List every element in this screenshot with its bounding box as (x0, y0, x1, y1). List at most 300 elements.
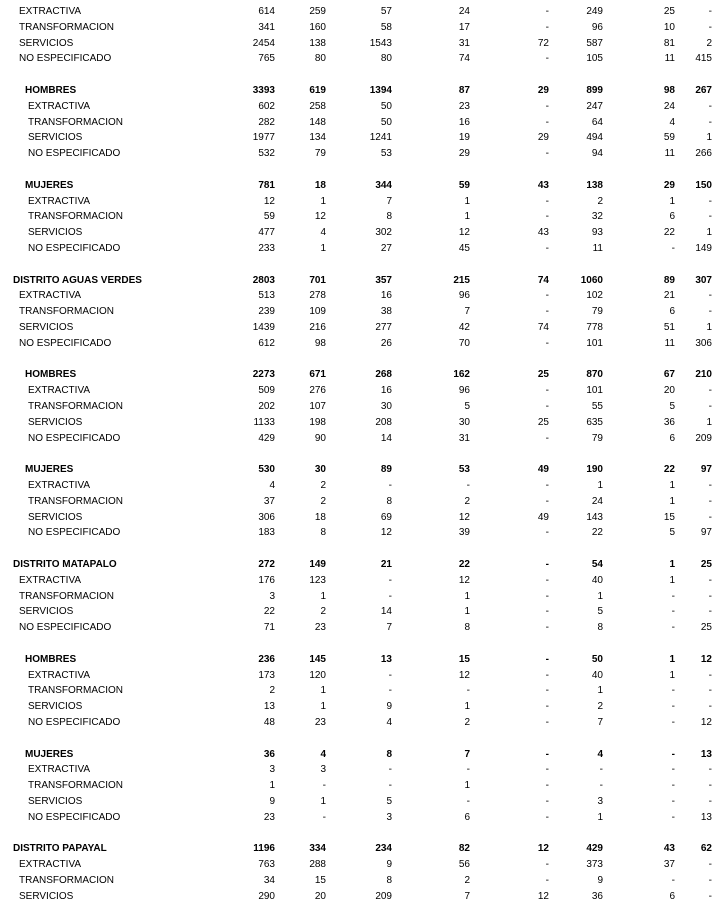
cell-col-1: 1439 (252, 322, 275, 333)
cell-col-6: 55 (591, 401, 603, 412)
table-row (0, 226, 715, 240)
cell-col-2: 134 (309, 132, 326, 144)
cell-col-5: - (545, 622, 549, 634)
cell-col-7: - (671, 748, 675, 760)
cell-col-1: 183 (258, 527, 275, 539)
cell-col-4: 12 (458, 511, 470, 523)
row-label: SERVICIOS (19, 606, 74, 618)
cell-col-4: 74 (458, 53, 470, 65)
cell-col-4: 53 (458, 464, 470, 476)
row-label: EXTRACTIVA (19, 859, 82, 871)
cell-col-1: 37 (263, 495, 275, 507)
cell-col-2: 160 (309, 21, 326, 33)
cell-col-4: 1 (464, 211, 470, 223)
row-label: SERVICIOS (28, 132, 83, 144)
cell-col-7: 25 (663, 6, 675, 17)
cell-col-4: 39 (458, 527, 470, 539)
cell-col-8: - (708, 574, 712, 586)
table-row (0, 700, 715, 714)
table-row (0, 100, 715, 114)
cell-col-8: 13 (700, 811, 712, 823)
row-label: EXTRACTIVA (28, 480, 91, 491)
cell-col-7: 11 (664, 53, 675, 65)
cell-col-3: 53 (380, 148, 392, 160)
cell-col-3: 268 (375, 369, 392, 381)
row-label: TRANSFORMACION (28, 116, 123, 128)
row-label: NO ESPECIFICADO (28, 527, 121, 539)
cell-col-2: 1 (320, 796, 326, 807)
cell-col-4: - (466, 685, 470, 697)
cell-col-7: 21 (663, 290, 675, 302)
cell-col-3: 344 (375, 179, 392, 191)
cell-col-2: 15 (314, 875, 326, 886)
cell-col-8: - (708, 306, 712, 318)
cell-col-5: - (545, 701, 549, 713)
cell-col-3: 16 (380, 385, 392, 397)
row-label: NO ESPECIFICADO (19, 622, 112, 634)
cell-col-1: 306 (258, 511, 275, 523)
row-label: TRANSFORMACION (28, 401, 123, 412)
cell-col-5: 74 (537, 274, 549, 286)
cell-col-2: 2 (320, 495, 326, 507)
cell-col-8: - (708, 480, 712, 491)
cell-col-1: 202 (258, 401, 275, 412)
row-label: NO ESPECIFICADO (28, 717, 121, 728)
table-row (0, 305, 715, 319)
cell-col-5: 74 (537, 322, 549, 333)
cell-col-5: 12 (537, 890, 549, 902)
cell-col-1: 341 (258, 21, 275, 33)
cell-col-7: 6 (669, 211, 675, 223)
cell-col-3: 21 (380, 559, 392, 570)
cell-col-8: 1 (706, 227, 712, 239)
cell-col-6: 24 (591, 495, 603, 507)
cell-col-6: 8 (597, 622, 603, 634)
table-row (0, 432, 715, 446)
cell-col-8: - (708, 780, 712, 792)
row-label: EXTRACTIVA (28, 100, 91, 112)
cell-col-4: 19 (458, 132, 470, 144)
cell-col-3: 7 (386, 622, 392, 634)
cell-col-1: 3 (269, 764, 275, 776)
cell-col-6: 494 (586, 132, 603, 144)
cell-col-5: - (545, 211, 549, 223)
table-row (0, 858, 715, 872)
cell-col-8: 209 (695, 432, 712, 444)
table-row (0, 147, 715, 161)
table-row (0, 368, 715, 382)
cell-col-4: 15 (458, 653, 470, 665)
cell-col-5: - (545, 590, 549, 602)
row-label: DISTRITO PAPAYAL (13, 843, 107, 855)
cell-col-8: - (708, 495, 712, 507)
cell-col-2: 671 (309, 369, 326, 381)
cell-col-1: 781 (258, 179, 275, 191)
row-label: EXTRACTIVA (28, 385, 91, 397)
cell-col-8: - (708, 100, 712, 112)
cell-col-6: 3 (597, 796, 603, 807)
cell-col-6: 4 (597, 748, 603, 760)
cell-col-6: 2 (597, 701, 603, 713)
row-label: EXTRACTIVA (28, 764, 91, 776)
cell-col-2: 3 (320, 764, 326, 776)
cell-col-6: 22 (591, 527, 603, 539)
cell-col-8: 266 (695, 148, 712, 160)
cell-col-8: - (708, 685, 712, 697)
cell-col-5: - (545, 606, 549, 618)
table-row (0, 605, 715, 619)
cell-col-4: 162 (453, 369, 470, 381)
cell-col-6: 1060 (580, 274, 603, 286)
cell-col-1: 12 (263, 195, 275, 207)
row-label: SERVICIOS (28, 511, 83, 523)
cell-col-7: 1 (669, 559, 675, 570)
cell-col-8: 12 (700, 717, 712, 728)
cell-col-1: 477 (258, 227, 275, 239)
cell-col-5: - (545, 875, 549, 886)
cell-col-5: - (545, 53, 549, 65)
cell-col-1: 1133 (253, 416, 275, 428)
cell-col-4: 59 (458, 179, 470, 191)
cell-col-1: 509 (258, 385, 275, 397)
table-row (0, 795, 715, 809)
cell-col-4: - (466, 796, 470, 807)
cell-col-5: 25 (537, 369, 549, 381)
cell-col-6: 101 (586, 337, 603, 349)
cell-col-2: 107 (309, 401, 326, 412)
cell-col-2: 80 (314, 53, 326, 65)
table-row (0, 195, 715, 209)
row-label: SERVICIOS (28, 701, 83, 713)
table-row (0, 463, 715, 477)
cell-col-1: 173 (258, 669, 275, 681)
cell-col-8: - (708, 606, 712, 618)
table-row (0, 669, 715, 683)
cell-col-7: 20 (663, 385, 675, 397)
cell-col-4: 24 (458, 6, 470, 17)
cell-col-7: 15 (663, 511, 675, 523)
cell-col-3: 69 (380, 511, 392, 523)
cell-col-8: 97 (700, 464, 712, 476)
cell-col-4: 1 (464, 701, 470, 713)
cell-col-3: 50 (380, 100, 392, 112)
cell-col-3: 208 (375, 416, 392, 428)
cell-col-2: 8 (320, 527, 326, 539)
cell-col-1: 272 (258, 559, 275, 570)
cell-col-2: 148 (309, 116, 326, 128)
cell-col-2: 4 (320, 748, 326, 760)
cell-col-1: 176 (258, 574, 275, 586)
cell-col-6: 143 (586, 511, 603, 523)
cell-col-7: - (671, 606, 675, 618)
cell-col-4: 70 (458, 337, 470, 349)
cell-col-4: 31 (458, 37, 470, 49)
cell-col-8: - (708, 195, 712, 207)
cell-col-7: - (671, 811, 675, 823)
cell-col-3: 26 (380, 337, 392, 349)
cell-col-6: 40 (591, 574, 603, 586)
cell-col-6: 635 (586, 416, 603, 428)
cell-col-3: 89 (380, 464, 392, 476)
cell-col-7: 1 (669, 195, 675, 207)
cell-col-7: - (671, 701, 675, 713)
cell-col-7: 1 (669, 495, 675, 507)
cell-col-4: 30 (458, 416, 470, 428)
cell-col-8: - (708, 796, 712, 807)
cell-col-5: - (545, 764, 549, 776)
cell-col-3: 1241 (369, 132, 392, 144)
row-label: TRANSFORMACION (19, 590, 114, 602)
cell-col-6: 1 (597, 685, 603, 697)
cell-col-2: - (322, 780, 326, 792)
cell-col-8: 267 (695, 85, 712, 96)
cell-col-3: 80 (380, 53, 392, 65)
cell-col-1: 1196 (253, 843, 275, 855)
cell-col-4: 45 (458, 243, 470, 254)
row-label: TRANSFORMACION (19, 875, 114, 886)
cell-col-3: 209 (375, 890, 392, 902)
cell-col-6: 5 (597, 606, 603, 618)
row-label: NO ESPECIFICADO (28, 811, 121, 823)
cell-col-6: 50 (591, 653, 603, 665)
cell-col-2: 2 (320, 480, 326, 491)
cell-col-7: - (671, 243, 675, 254)
row-label: NO ESPECIFICADO (19, 53, 112, 65)
cell-col-3: 9 (386, 859, 392, 871)
cell-col-4: 96 (458, 290, 470, 302)
cell-col-6: 1 (597, 811, 603, 823)
cell-col-4: 12 (458, 227, 470, 239)
cell-col-1: 1 (269, 780, 275, 792)
table-row (0, 210, 715, 224)
table-row (0, 763, 715, 777)
cell-col-5: - (545, 669, 549, 681)
cell-col-6: 870 (586, 369, 603, 381)
table-row (0, 274, 715, 288)
cell-col-2: 145 (309, 653, 326, 665)
cell-col-5: - (545, 811, 549, 823)
cell-col-7: 6 (669, 432, 675, 444)
cell-col-4: 2 (464, 495, 470, 507)
row-label: SERVICIOS (19, 322, 74, 333)
cell-col-2: 30 (314, 464, 326, 476)
cell-col-2: 278 (309, 290, 326, 302)
cell-col-8: - (708, 211, 712, 223)
cell-col-6: 587 (586, 37, 603, 49)
cell-col-7: - (671, 590, 675, 602)
cell-col-5: - (545, 717, 549, 728)
cell-col-4: 87 (458, 85, 470, 96)
row-label: TRANSFORMACION (19, 21, 114, 33)
cell-col-2: 4 (320, 227, 326, 239)
cell-col-4: 56 (458, 859, 470, 871)
cell-col-5: 25 (537, 416, 549, 428)
cell-col-3: - (388, 764, 392, 776)
cell-col-5: - (545, 21, 549, 33)
cell-col-2: 23 (314, 717, 326, 728)
cell-col-6: 7 (597, 717, 603, 728)
cell-col-3: 234 (375, 843, 392, 855)
cell-col-8: - (708, 875, 712, 886)
cell-col-7: 11 (664, 337, 675, 349)
row-label: DISTRITO AGUAS VERDES (13, 274, 142, 286)
cell-col-2: 98 (314, 337, 326, 349)
cell-col-3: 14 (380, 606, 392, 618)
row-label: EXTRACTIVA (28, 669, 91, 681)
cell-col-6: 64 (591, 116, 603, 128)
cell-col-3: 8 (386, 211, 392, 223)
cell-col-3: 3 (386, 811, 392, 823)
cell-col-1: 2803 (252, 274, 275, 286)
row-label: SERVICIOS (19, 890, 74, 902)
cell-col-2: 138 (309, 37, 326, 49)
cell-col-3: 30 (380, 401, 392, 412)
cell-col-7: - (671, 685, 675, 697)
cell-col-3: - (388, 669, 392, 681)
row-label: TRANSFORMACION (19, 306, 114, 318)
table-row (0, 526, 715, 540)
cell-col-6: 32 (591, 211, 603, 223)
cell-col-3: - (388, 685, 392, 697)
cell-col-1: 236 (258, 653, 275, 665)
cell-col-8: 210 (695, 369, 712, 381)
cell-col-4: 215 (453, 274, 470, 286)
cell-col-4: 1 (464, 780, 470, 792)
cell-col-2: 619 (309, 85, 326, 96)
row-label: MUJERES (25, 464, 74, 476)
cell-col-2: 701 (309, 274, 326, 286)
cell-col-1: 763 (258, 859, 275, 871)
cell-col-5: - (545, 195, 549, 207)
cell-col-3: 8 (386, 748, 392, 760)
table-row (0, 890, 715, 904)
cell-col-2: 20 (314, 890, 326, 902)
cell-col-2: 276 (309, 385, 326, 397)
cell-col-4: 2 (464, 875, 470, 886)
cell-col-2: 259 (309, 6, 326, 17)
cell-col-8: 150 (695, 179, 712, 191)
cell-col-1: 3 (269, 590, 275, 602)
row-label: SERVICIOS (28, 416, 83, 428)
table-row (0, 495, 715, 509)
cell-col-8: 97 (700, 527, 712, 539)
cell-col-2: 216 (309, 322, 326, 333)
cell-col-3: 58 (380, 21, 392, 33)
cell-col-4: 82 (458, 843, 470, 855)
cell-col-8: - (708, 669, 712, 681)
cell-col-7: - (671, 780, 675, 792)
table-row (0, 811, 715, 825)
cell-col-4: 17 (458, 21, 470, 33)
cell-col-8: - (708, 6, 712, 17)
cell-col-5: - (545, 290, 549, 302)
cell-col-8: - (708, 701, 712, 713)
cell-col-5: 49 (537, 464, 549, 476)
table-row (0, 684, 715, 698)
cell-col-6: 778 (586, 322, 603, 333)
cell-col-8: - (708, 764, 712, 776)
table-row (0, 84, 715, 98)
cell-col-7: 5 (669, 401, 675, 412)
cell-col-7: 67 (663, 369, 675, 381)
table-row (0, 289, 715, 303)
table-row (0, 337, 715, 351)
row-label: SERVICIOS (28, 796, 83, 807)
cell-col-5: - (545, 243, 549, 254)
cell-col-8: - (708, 290, 712, 302)
cell-col-5: - (545, 6, 549, 17)
cell-col-5: - (545, 527, 549, 539)
cell-col-3: 1543 (369, 37, 392, 49)
cell-col-1: 2273 (252, 369, 275, 381)
cell-col-7: 11 (664, 148, 675, 160)
cell-col-2: 334 (309, 843, 326, 855)
cell-col-3: 4 (386, 717, 392, 728)
cell-col-5: - (545, 116, 549, 128)
cell-col-1: 290 (258, 890, 275, 902)
cell-col-2: 23 (314, 622, 326, 634)
cell-col-4: 6 (464, 811, 470, 823)
cell-col-6: 899 (586, 85, 603, 96)
cell-col-8: 1 (706, 132, 712, 144)
cell-col-4: 8 (464, 622, 470, 634)
cell-col-8: 12 (700, 653, 712, 665)
cell-col-5: - (545, 859, 549, 871)
row-label: EXTRACTIVA (19, 574, 82, 586)
cell-col-6: 96 (591, 21, 603, 33)
row-label: TRANSFORMACION (28, 685, 123, 697)
cell-col-1: 22 (263, 606, 275, 618)
cell-col-5: - (545, 574, 549, 586)
cell-col-4: 1 (464, 195, 470, 207)
cell-col-5: 43 (537, 179, 549, 191)
cell-col-5: 29 (537, 85, 549, 96)
cell-col-7: 36 (663, 416, 675, 428)
cell-col-3: - (388, 590, 392, 602)
cell-col-5: - (545, 559, 549, 570)
cell-col-2: 1 (320, 701, 326, 713)
cell-col-8: - (708, 116, 712, 128)
cell-col-7: 6 (669, 306, 675, 318)
cell-col-6: 247 (586, 100, 603, 112)
cell-col-8: 307 (695, 274, 712, 286)
cell-col-8: 306 (695, 337, 712, 349)
row-label: DISTRITO MATAPALO (13, 559, 117, 570)
cell-col-6: 93 (591, 227, 603, 239)
cell-col-7: 4 (669, 116, 675, 128)
row-label: EXTRACTIVA (19, 6, 82, 17)
cell-col-6: 101 (586, 385, 603, 397)
row-label: NO ESPECIFICADO (28, 243, 121, 254)
cell-col-2: 1 (320, 590, 326, 602)
cell-col-1: 614 (258, 6, 275, 17)
cell-col-5: - (545, 653, 549, 665)
cell-col-7: - (671, 764, 675, 776)
table-row (0, 653, 715, 667)
cell-col-3: - (388, 780, 392, 792)
cell-col-5: - (545, 796, 549, 807)
cell-col-8: 2 (706, 37, 712, 49)
cell-col-1: 2454 (252, 37, 275, 49)
table-row (0, 716, 715, 730)
cell-col-1: 239 (258, 306, 275, 318)
cell-col-6: 79 (591, 432, 603, 444)
table-row (0, 874, 715, 888)
cell-col-1: 48 (263, 717, 275, 728)
cell-col-7: 24 (663, 100, 675, 112)
table-row (0, 384, 715, 398)
table-row (0, 779, 715, 793)
